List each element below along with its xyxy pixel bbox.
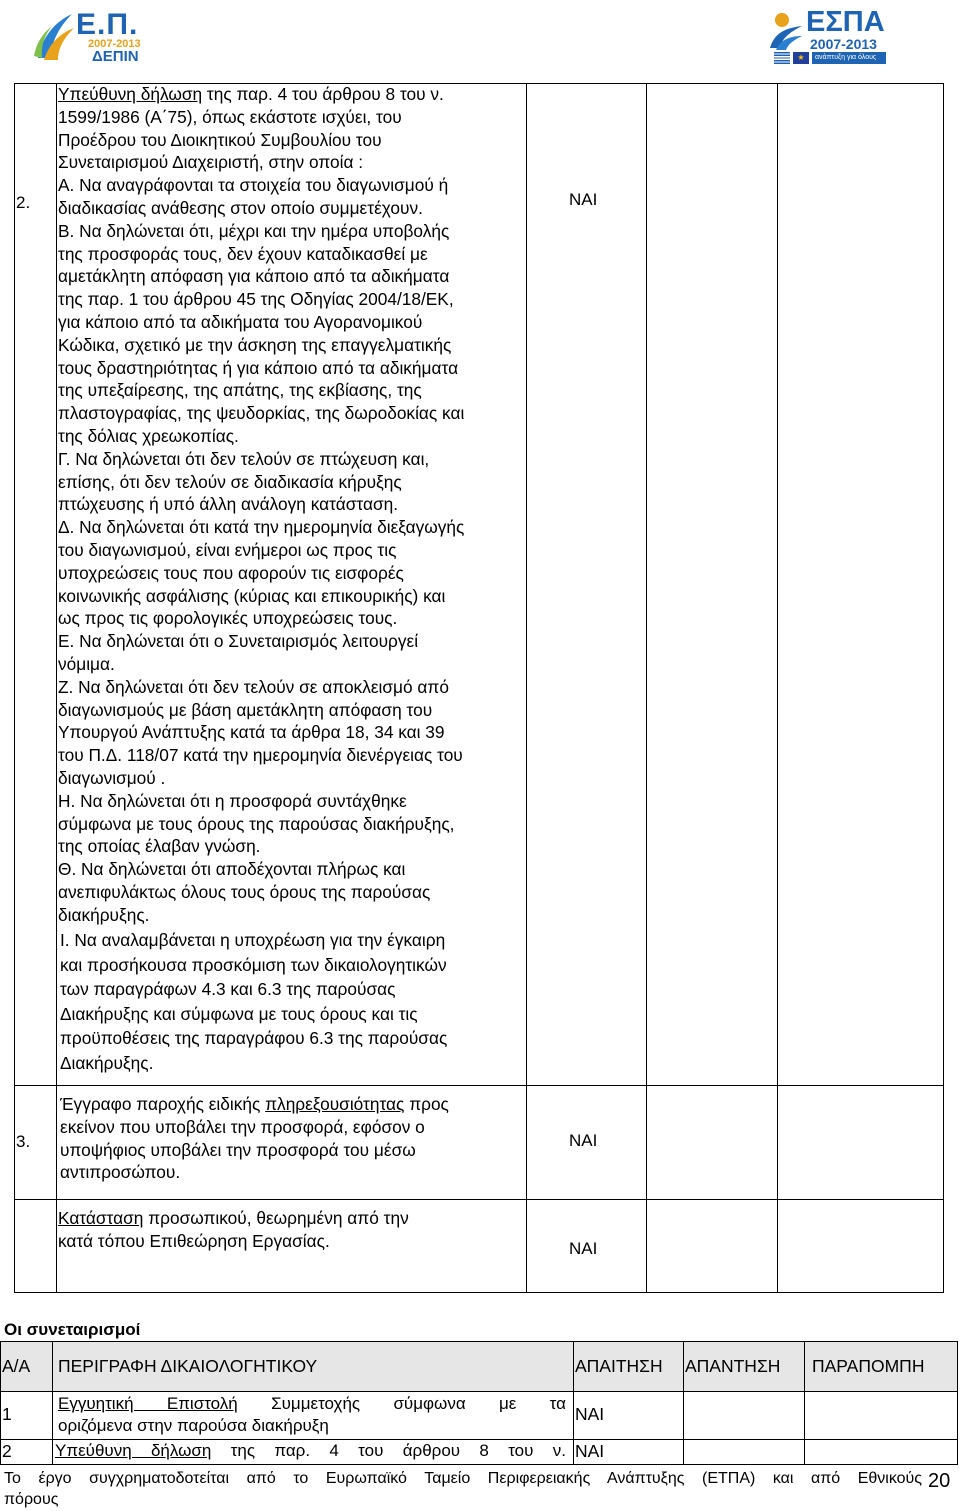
description-line: Διακήρυξης και σύμφωνα με τους όρους και τις	[60, 1003, 418, 1024]
description-line	[58, 904, 464, 927]
description-line	[58, 129, 464, 152]
ep-emblem-icon	[32, 8, 76, 64]
table-row-number: 1	[2, 1404, 12, 1424]
description-text: Η. Να δηλώνεται ότι η προσφορά συντάχθηκε	[58, 790, 407, 811]
espa-logo-years: 2007-2013	[810, 36, 877, 52]
description-line	[58, 653, 464, 676]
cooperatives-table	[0, 1341, 958, 1465]
description-line	[58, 448, 464, 471]
description-text: Κώδικα, σχετικό με την άσκηση της επαγγελματικής	[58, 334, 452, 355]
description-text: εκείνον που υποβάλει την προσφορά, εφόσον ο	[60, 1116, 425, 1137]
description-text: διαγωνισμούς με βάση αμετάκλητη απόφαση του	[58, 699, 433, 720]
description-text: υποψήφιος υποβάλει την προσφορά του μέσω	[60, 1139, 416, 1160]
description-line	[58, 835, 464, 858]
eu-flag-icon: ★	[793, 52, 809, 64]
espa-logo-text: ΕΣΠΑ	[806, 6, 885, 38]
description-line: των παραγράφων 4.3 και 6.3 της παρούσας	[60, 979, 396, 1000]
description-line	[58, 858, 464, 881]
description-text: επίσης, ότι δεν τελούν σε διαδικασία κήρυξης	[58, 471, 402, 492]
ep-logo-subtitle: ΔΕΠΙΝ	[92, 48, 139, 65]
description-text: Γ. Να δηλώνεται ότι δεν τελούν σε πτώχευση και,	[58, 448, 430, 469]
description-line	[58, 767, 464, 790]
description-text: της οποίας έλαβαν γνώση.	[58, 836, 261, 857]
requirement-value: ΝΑΙ	[569, 190, 598, 209]
requirement-value: ΝΑΙ	[569, 1131, 598, 1150]
description-line	[58, 243, 464, 266]
description-text: Συνεταιρισμού Διαχειριστή, στην οποία :	[58, 152, 364, 173]
column-header-number: Α/Α	[2, 1356, 31, 1376]
description-line	[58, 630, 464, 653]
description-text: ως προς τις φορολογικές υποχρεώσεις τους.	[58, 608, 398, 629]
description-text: προσωπικού, θεωρημένη από την	[143, 1208, 409, 1228]
ep-logo-text: Ε.Π.	[76, 8, 139, 41]
description-text: Ζ. Να δηλώνεται ότι δεν τελούν σε αποκλεισμό από	[58, 676, 449, 697]
description-link: Κατάσταση	[58, 1208, 144, 1228]
description-line	[58, 220, 464, 243]
section-title: Οι συνεταιρισμοί	[4, 1320, 141, 1339]
description-text: κοινωνικής ασφάλισης (κύριας και επικουρικής) και	[58, 585, 446, 606]
column-header-reference: ΠΑΡΑΠΟΜΠΗ	[812, 1356, 925, 1376]
description-line	[58, 357, 464, 380]
description-line	[58, 311, 464, 334]
row-description	[58, 83, 464, 926]
description-line	[58, 516, 464, 539]
description-line	[58, 721, 464, 744]
row-description	[58, 1207, 409, 1253]
description-text: Β. Να δηλώνεται ότι, μέχρι και την ημέρα υποβολής	[58, 220, 450, 241]
description-line	[58, 379, 464, 402]
requirement-value: ΝΑΙ	[569, 1239, 598, 1258]
column-header-description: ΠΕΡΙΓΡΑΦΗ ΔΙΚΑΙΟΛΟΓΗΤΙΚΟΥ	[58, 1356, 318, 1376]
description-text: της παρ. 1 του άρθρου 45 της Οδηγίας 2004/18/ΕΚ,	[58, 289, 454, 310]
description-text: για κάποιο από τα αδικήματα του Αγορανομικού	[58, 311, 423, 332]
column-header-answer: ΑΠΑΝΤΗΣΗ	[685, 1356, 781, 1376]
description-link: Υπεύθυνη δήλωση	[58, 84, 203, 104]
description-line	[58, 790, 464, 813]
description-text: της προσφοράς τους, δεν έχουν καταδικασθεί με	[58, 243, 428, 264]
description-text: της υπεξαίρεσης, της απάτης, της εκβίασης, της	[58, 380, 422, 401]
description-line: και προσήκουσα προσκόμιση των δικαιολογητικών	[60, 954, 447, 975]
description-line	[60, 1139, 449, 1162]
description-text: διακήρυξης.	[58, 904, 150, 925]
espa-logo-slogan: ανάπτυξη για όλους	[812, 52, 886, 64]
description-line: προϋποθέσεις της παραγράφου 6.3 της παρούσας	[60, 1028, 448, 1049]
description-line	[58, 288, 464, 311]
greek-flag-icon	[774, 52, 790, 64]
table-row-requirement: ΝΑΙ	[575, 1441, 605, 1461]
description-text: Δ. Να δηλώνεται ότι κατά την ημερομηνία διεξαγωγής	[58, 517, 465, 538]
description-line	[58, 197, 464, 220]
description-line	[58, 402, 464, 425]
description-text: προς	[404, 1094, 449, 1114]
description-text: διαδικασίας ανάθεσης στον οποίο συμμετέχουν.	[58, 197, 423, 218]
description-line	[58, 1230, 409, 1253]
espa-emblem-icon	[768, 8, 804, 52]
description-link: πληρεξουσιότητας	[265, 1094, 405, 1114]
description-text: πλαστογραφίας, της ψευδορκίας, της δωροδοκίας και	[58, 403, 465, 424]
description-line	[58, 881, 464, 904]
description-line	[58, 607, 464, 630]
description-line	[58, 471, 464, 494]
espa-logo-bar	[774, 52, 886, 64]
description-text: ανεπιφυλάκτως όλους τους όρους της παρούσας	[58, 881, 431, 902]
description-line	[58, 425, 464, 448]
description-text: Προέδρου του Διοικητικού Συμβουλίου του	[58, 129, 382, 150]
row-description	[60, 1093, 449, 1184]
requirements-table	[14, 83, 944, 1293]
description-text: του διαγωνισμού, είναι ενήμεροι ως προς τις	[58, 539, 397, 560]
description-text: Έγγραφο παροχής ειδικής	[60, 1094, 266, 1114]
description-text: της δόλιας χρεωκοπίας.	[58, 425, 239, 446]
page-number: 20	[928, 1470, 951, 1492]
row-description-continued	[60, 928, 447, 1076]
description-line	[58, 676, 464, 699]
description-text: σύμφωνα με τους όρους της παρούσας διακήρυξης,	[58, 813, 455, 834]
description-line	[60, 1116, 449, 1139]
description-line	[58, 1207, 409, 1230]
description-line	[58, 699, 464, 722]
ep-depin-logo	[32, 8, 142, 64]
column-header-requirement: ΑΠΑΙΤΗΣΗ	[575, 1356, 663, 1376]
description-text: 1599/1986 (Α΄75), όπως εκάστοτε ισχύει, του	[58, 106, 402, 127]
description-line	[58, 539, 464, 562]
table-row-description-link: Υπεύθυνη δήλωση	[55, 1441, 212, 1460]
table-row-requirement: ΝΑΙ	[575, 1404, 605, 1424]
description-line	[58, 334, 464, 357]
description-text: αντιπροσώπου.	[60, 1162, 181, 1183]
description-text: νόμιμα.	[58, 653, 115, 674]
description-line	[60, 1161, 449, 1184]
espa-logo	[768, 6, 886, 64]
description-text: Υπουργού Ανάπτυξης κατά τα άρθρα 18, 34 και 39	[58, 722, 445, 743]
description-text: Ε. Να δηλώνεται ότι ο Συνεταιρισμός λειτουργεί	[58, 631, 419, 652]
description-line	[58, 744, 464, 767]
description-text: διαγωνισμού .	[58, 767, 166, 788]
description-text: της παρ. 4 του άρθρου 8 του ν.	[202, 84, 444, 104]
description-line	[58, 813, 464, 836]
row-number: 2.	[16, 193, 31, 212]
row-number: 3.	[16, 1132, 31, 1151]
description-text: τους δραστηριότητας ή για κάποιο από τα αδικήματα	[58, 357, 459, 378]
footer-funding-text: Το έργο συγχρηματοδοτείται από το Ευρωπαϊκό Ταμείο Περιφερειακής Ανάπτυξης (ΕΤΠΑ) και από Εθνικούς	[4, 1470, 922, 1487]
description-text: Θ. Να δηλώνεται ότι αποδέχονται πλήρως και	[58, 859, 406, 880]
table-row-description: Εγγυητική Επιστολή Συμμετοχής σύμφωνα με τα οριζόμενα στην παρούσα διακήρυξη	[58, 1394, 566, 1435]
description-text: αμετάκλητη απόφαση για κάποιο από τα αδικήματα	[58, 266, 450, 287]
description-text: κατά τόπου Επιθεώρηση Εργασίας.	[58, 1230, 330, 1251]
description-line	[58, 585, 464, 608]
description-text: υποχρεώσεις τους που αφορούν τις εισφορές	[58, 562, 404, 583]
ep-logo-years: 2007-2013	[88, 38, 141, 50]
description-line	[58, 493, 464, 516]
description-line	[58, 562, 464, 585]
description-text: του Π.Δ. 118/07 κατά την ημερομηνία διενέργειας του	[58, 745, 463, 766]
description-line	[58, 265, 464, 288]
table-row-number: 2	[2, 1441, 12, 1461]
description-line	[58, 174, 464, 197]
description-text: Α. Να αναγράφονται τα στοιχεία του διαγωνισμού ή	[58, 175, 449, 196]
footer-funding-text-continued: πόρους	[4, 1491, 59, 1508]
description-line: Ι. Να αναλαμβάνεται η υποχρέωση για την έγκαιρη	[60, 930, 446, 950]
description-line	[60, 1093, 449, 1116]
description-line	[58, 83, 464, 106]
description-line	[58, 151, 464, 174]
table-row-description: Υπεύθυνη δήλωση της παρ. 4 του άρθρου 8 του ν.	[55, 1441, 566, 1460]
table-row-description-link: Εγγυητική Επιστολή	[58, 1394, 238, 1413]
description-line: Διακήρυξης.	[60, 1052, 154, 1073]
description-line	[58, 106, 464, 129]
description-text: πτώχευσης ή υπό άλλη ανάλογη κατάσταση.	[58, 494, 399, 515]
